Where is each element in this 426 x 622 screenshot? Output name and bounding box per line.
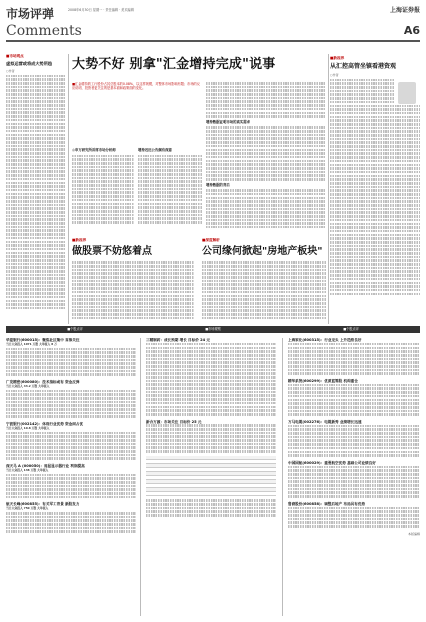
main-subhead-1: ◎申万研究所首席市场分析师 (72, 148, 116, 152)
main-subhead-2: 增持迟迟公告颇有深意 (138, 148, 172, 152)
main-body-right (206, 82, 326, 228)
mid-right-title: 公司缘何掀起"房地产板块" (202, 245, 323, 257)
stock-name: 万马电缆(002276)：电缆新秀 业绩增长迅速 (288, 419, 362, 424)
right-byline: ○作者 (330, 72, 339, 77)
stock-name: 中国国航(600029)：重要航空优势 基础公司业绩良好 (288, 460, 376, 465)
stock-item (146, 338, 276, 416)
mid-articles (72, 238, 326, 324)
stocks-column-1 (6, 338, 136, 616)
stock-sub: 当日大众投入 10.8 万股 大单流入 (6, 425, 50, 430)
main-subhead-3: 增持数据证明市场的真实需求 (206, 119, 251, 124)
banner-item-3: ■个股点评 (343, 327, 359, 332)
stock-item (6, 502, 136, 533)
editor-credit: 本版编辑 (407, 531, 420, 536)
mid-right-tag: ■深度解析 (202, 238, 220, 242)
section-banner (6, 326, 420, 333)
main-body-col1 (72, 146, 134, 228)
data-table (146, 456, 276, 497)
stock-name: 广发精密(600080)：技术指标或有 资金反弹 (6, 380, 80, 385)
page-number: A6 (403, 24, 420, 37)
stock-item (288, 461, 420, 498)
stock-name: 三精制药：成长预期 增长 目标价 24 元 (146, 338, 210, 342)
banner-item-1: ■个股点评 (67, 327, 83, 332)
stocks-column-2 (146, 338, 276, 616)
stock-item (288, 502, 420, 528)
stock-item (288, 420, 420, 457)
stock-name: 精华系统(600299)：优质蓝筹股 机构重仓 (288, 378, 358, 383)
author-photo (398, 82, 416, 104)
left-body (6, 75, 66, 310)
stock-sub: 当日大众投入 43.2 万股 大单流入 (6, 383, 50, 388)
stock-name: 航天长峰(600855)：有关军工背景 新股发力 (6, 502, 80, 507)
stock-item (146, 420, 276, 517)
stock-sub: 当日大众投入 138 万股 大单流入 (6, 467, 49, 472)
main-headline: 大势不好 别拿"汇金增持完成"说事 (72, 57, 276, 72)
stock-item (6, 380, 136, 418)
stock-sub: 当日大众投入 750 万股 大单流入 (6, 506, 49, 511)
stocks-column-3 (288, 338, 420, 616)
right-section-tag: ■新视界 (330, 56, 345, 60)
main-subhead-4: 增持数据的背后 (206, 182, 230, 187)
main-lead: ■汇金增持的工行股份占其总股本的0.08%，以这样规模，对整体市场影响有限；市场的反应说明，投资者更关注的是基本面和政策面的变化。 (72, 82, 200, 91)
stock-item (288, 338, 420, 375)
stock-name: 上海家化(600315)：行业龙头 上升趋势良好 (288, 338, 362, 342)
stock-sub: 当日大众投入 1071 万股 大单流入 8 万 (6, 341, 57, 346)
stock-name: 深天马 A (000050)：周显显示器行业 利润提高 (6, 464, 85, 469)
stock-item (6, 464, 136, 498)
right-article-title: 从汇控高管坐镇看港资观 (330, 62, 397, 70)
stock-name: 新合万源：市场关注 目标价 25 元 (146, 419, 202, 424)
left-article-title: 虚拟运营或将成大势所趋 (6, 60, 53, 66)
mid-left-tag: ■新视界 (72, 238, 87, 242)
header-rule (6, 40, 420, 42)
stock-name: 华夏银行(600015)：聚焦社区集中 首推关注 (6, 338, 80, 342)
issue-meta: 2008年6月30日 星期一 · 责任编辑 · 美术编辑 (68, 8, 134, 12)
masthead (6, 6, 420, 50)
right-column-article (330, 56, 420, 324)
mid-left-title: 做股票不妨悠着点 (72, 245, 152, 257)
section-name: 市场评弹 (6, 7, 55, 21)
section-title-en: Comments (6, 23, 82, 39)
stock-item (6, 422, 136, 460)
stock-item (6, 338, 136, 376)
stock-item (288, 379, 420, 416)
left-section-tag: ■市场观点 (6, 54, 24, 58)
stock-name: 宁波银行(002142)：体现行业优势 资金面占优 (6, 422, 84, 427)
main-body-col2 (138, 146, 202, 228)
left-column-article (6, 54, 66, 324)
banner-item-2: ■市场观察 (205, 327, 221, 332)
paper-name: 上海证券报 (389, 7, 420, 14)
stock-name: 鲁商股份(600858)：调整后地产 布局具有优势 (288, 501, 366, 506)
left-byline: ○作者 (6, 68, 15, 73)
